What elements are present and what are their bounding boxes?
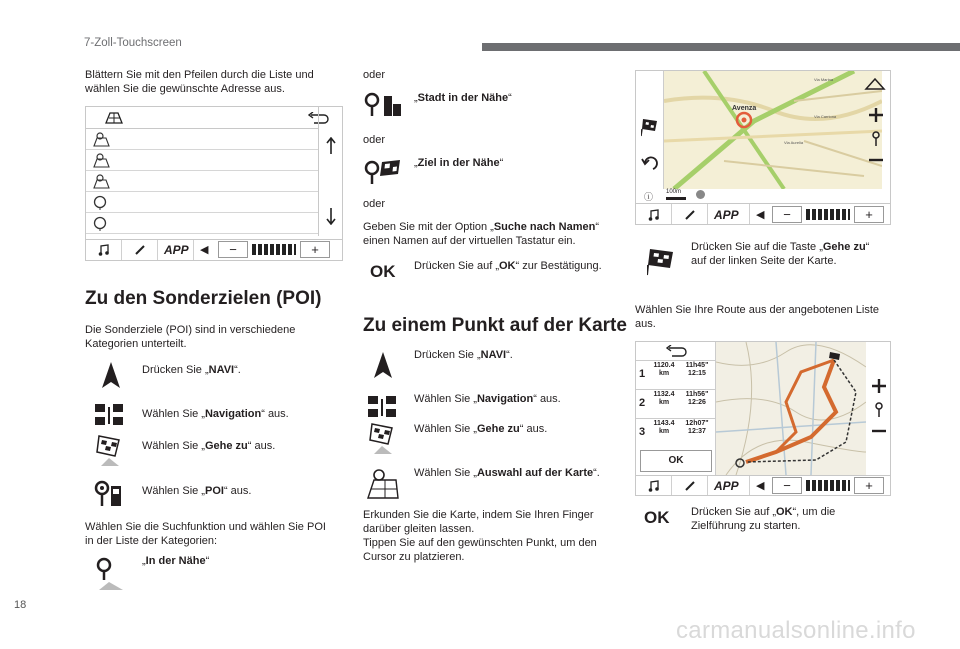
- svg-text:Via Aurelia: Via Aurelia: [784, 140, 804, 145]
- map-city-label: Avenza: [732, 105, 757, 112]
- phone-icon[interactable]: [122, 240, 158, 260]
- route-option-1[interactable]: 1 1120.4 km 11h45" 12:15: [636, 360, 716, 388]
- volume-down-button[interactable]: −: [772, 206, 802, 223]
- city-nearby-icon: [364, 92, 404, 120]
- flag-icon: [95, 434, 125, 468]
- option-ziel: „Ziel in der Nähe“: [414, 157, 504, 169]
- map-select-icon: [366, 468, 400, 500]
- step-gehe-zu: Wählen Sie „Gehe zu“ aus.: [142, 440, 276, 452]
- poi-icon: [92, 195, 108, 210]
- ok-icon: OK: [370, 262, 396, 281]
- back-icon[interactable]: [666, 345, 688, 357]
- goto-flag-icon[interactable]: [641, 117, 659, 137]
- zoom-in-icon[interactable]: [871, 378, 887, 394]
- volume-down-button[interactable]: −: [218, 241, 248, 258]
- phone-icon[interactable]: [672, 204, 708, 225]
- compass-icon[interactable]: [864, 77, 886, 91]
- header-title: 7-Zoll-Touchscreen: [84, 37, 182, 49]
- volume-up-button[interactable]: +: [854, 477, 884, 494]
- apps-icon[interactable]: APP: [158, 240, 194, 260]
- list-item[interactable]: [86, 129, 318, 150]
- goto-flag-icon: [647, 246, 677, 276]
- route-screen: [635, 341, 891, 496]
- apps-icon[interactable]: APP: [708, 204, 750, 225]
- route-option-3[interactable]: 3 1143.4 km 12h07" 12:37: [636, 418, 716, 446]
- volume-icon: ◀: [756, 480, 765, 492]
- svg-text:Via Carriona: Via Carriona: [814, 114, 837, 119]
- option-in-der-naehe: „In der Nähe“: [142, 555, 210, 567]
- header-bar: [482, 43, 960, 51]
- scroll-down-icon[interactable]: [326, 207, 336, 225]
- scale-bar: [666, 197, 686, 200]
- route-map-controls: [866, 342, 891, 475]
- info-icon[interactable]: ⓘ: [644, 192, 654, 202]
- start-guidance-text: Drücken Sie auf „OK“, um die Zielführung zu starten.: [691, 506, 836, 532]
- step-navigation: Wählen Sie „Navigation“ aus.: [142, 408, 289, 420]
- step2-gehe-zu: Wählen Sie „Gehe zu“ aus.: [414, 423, 548, 435]
- goto-button-text: Drücken Sie auf die Taste „Gehe zu“ auf der linken Seite der Karte.: [691, 241, 870, 267]
- bottom-bar: [636, 203, 891, 225]
- poi-heading: Zu den Sonderzielen (POI): [85, 288, 322, 309]
- music-icon[interactable]: [636, 476, 672, 496]
- route-map-view[interactable]: [716, 342, 866, 475]
- navi-arrow-icon: [372, 350, 394, 380]
- intro-text: Blättern Sie mit den Pfeilen durch die Liste und wählen Sie die gewünschte Adresse aus.: [85, 69, 314, 95]
- option-stadt: „Stadt in der Nähe“: [414, 92, 512, 104]
- volume-icon: ◀: [756, 209, 765, 221]
- volume-up-button[interactable]: +: [854, 206, 884, 223]
- poi-toggle-icon[interactable]: [871, 131, 881, 147]
- music-icon[interactable]: [86, 240, 122, 260]
- poi-fuel-icon: [93, 478, 127, 512]
- svg-text:Via Marina: Via Marina: [814, 77, 834, 82]
- map-icon[interactable]: [104, 111, 124, 125]
- location-icon[interactable]: [696, 190, 705, 199]
- volume-level: [806, 480, 850, 491]
- list-item[interactable]: [86, 150, 318, 171]
- map-pin-icon: [92, 132, 110, 147]
- route-list: [636, 342, 716, 475]
- volume-level: [806, 209, 850, 220]
- scroll-column: [318, 107, 343, 236]
- zoom-out-icon[interactable]: [868, 157, 884, 163]
- back-arrow-icon[interactable]: [641, 155, 659, 171]
- map-screen: [635, 70, 891, 225]
- list-item[interactable]: [86, 171, 318, 192]
- step2-navigation: Wählen Sie „Navigation“ aus.: [414, 393, 561, 405]
- step-poi: Wählen Sie „POI“ aus.: [142, 485, 252, 497]
- volume-icon: ◀: [200, 244, 209, 256]
- oder-1: oder: [363, 69, 386, 81]
- navigation-icon: [366, 394, 398, 420]
- map-right-controls: [860, 71, 891, 189]
- list-item[interactable]: [86, 213, 318, 234]
- name-search-text: Geben Sie mit der Option „Suche nach Namen“ einen Namen auf der virtuellen Tastatur ein.: [363, 221, 599, 247]
- page-number: 18: [14, 599, 27, 611]
- map-pin-icon: [92, 174, 110, 189]
- phone-icon[interactable]: [672, 476, 708, 496]
- route-option-2[interactable]: 2 1132.4 km 11h56" 12:26: [636, 389, 716, 417]
- zoom-out-icon[interactable]: [871, 428, 887, 434]
- bottom-bar: [636, 475, 891, 496]
- flag-icon: [368, 422, 398, 456]
- volume-up-button[interactable]: +: [300, 241, 330, 258]
- search-instruction: Wählen Sie die Suchfunktion und wählen Sie POI in der Liste der Kategorien:: [85, 521, 326, 547]
- route-select-text: Wählen Sie Ihre Route aus der angebotenen Liste aus.: [635, 304, 879, 330]
- explore-map-text: Erkunden Sie die Karte, indem Sie Ihren Finger darüber gleiten lassen. Tippen Sie auf den gewünschten Punkt, um den Cursor zu platzieren.: [363, 509, 597, 563]
- destination-nearby-icon: [364, 158, 404, 188]
- step-navi: Drücken Sie „NAVI“.: [142, 364, 241, 376]
- poi-icon: [92, 216, 108, 231]
- map-status: [636, 189, 891, 203]
- oder-3: oder: [363, 198, 386, 210]
- map-view[interactable]: [664, 71, 882, 189]
- volume-down-button[interactable]: −: [772, 477, 802, 494]
- map-pin-icon: [92, 153, 110, 168]
- list-item[interactable]: [86, 192, 318, 213]
- music-icon[interactable]: [636, 204, 672, 225]
- apps-icon[interactable]: APP: [708, 476, 750, 496]
- map-left-rail: [636, 71, 664, 189]
- bottom-bar: [86, 239, 342, 260]
- navi-arrow-icon: [100, 360, 122, 390]
- poi-description: Die Sonderziele (POI) sind in verschiedene Kategorien unterteilt.: [85, 324, 296, 350]
- route-ok-button[interactable]: OK: [640, 450, 712, 472]
- map-scale: 100m: [666, 189, 682, 195]
- address-list-screen: [85, 106, 343, 261]
- navigation-icon: [93, 402, 125, 428]
- poi-toggle-icon[interactable]: [874, 402, 884, 418]
- oder-2: oder: [363, 134, 386, 146]
- list-header: [86, 107, 318, 129]
- zoom-in-icon[interactable]: [868, 107, 884, 123]
- step2-auswahl: Wählen Sie „Auswahl auf der Karte“.: [414, 467, 600, 479]
- step2-navi: Drücken Sie „NAVI“.: [414, 349, 513, 361]
- map-point-heading: Zu einem Punkt auf der Karte: [363, 315, 627, 336]
- watermark: carmanualsonline.info: [676, 617, 916, 644]
- nearby-icon: [95, 556, 125, 592]
- confirm-text: Drücken Sie auf „OK“ zur Bestätigung.: [414, 260, 602, 272]
- ok-icon: OK: [644, 508, 670, 527]
- scroll-up-icon[interactable]: [326, 137, 336, 155]
- volume-level: [252, 244, 296, 255]
